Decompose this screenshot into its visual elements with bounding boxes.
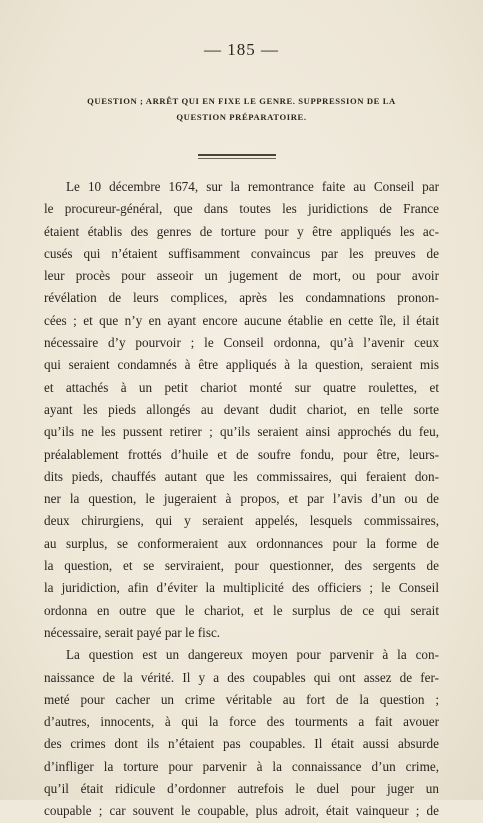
text-line: Le 10 décembre 1674, sur la remontrance faite au Conseil par	[66, 179, 439, 194]
text-line: d’autres, innocents, à qui la force des tourments a fait avouer	[44, 714, 439, 730]
body-text	[44, 176, 439, 823]
text-line: préalablement frottés d’huile et de soufre fondu, pour être, leurs-	[44, 446, 439, 462]
text-line: qu’ils ne les pussent retirer ; qu’ils seraient ainsi approchés du feu,	[44, 424, 439, 440]
text-line: révélation de leurs complices, après les condamnations pronon-	[44, 290, 439, 306]
text-line: coupable ; car souvent le coupable, plus adroit, était vainqueur ; de	[44, 803, 439, 819]
text-line: naissance de la vérité. Il y a des coupables qui ont assez de fer-	[44, 669, 439, 685]
text-line: et attachés à un petit chariot monté sur quatre roulettes, et	[44, 379, 439, 395]
text-line: ayant les pieds allongés au devant dudit chariot, en telle sorte	[44, 401, 439, 417]
text-line: d’infliger la torture pour parvenir à la connaissance d’un crime,	[44, 758, 439, 774]
text-line: ordonna en outre que le chariot, et le surplus de ce qui serait	[44, 602, 439, 618]
section-heading-line: QUESTION PRÉPARATOIRE.	[176, 112, 307, 122]
text-line: au surplus, se conformeraient aux ordonnances pour la forme de	[44, 535, 439, 551]
text-line: nécessaire d’y pourvoir ; le Conseil ordonna, qu’à l’avenir ceux	[44, 335, 439, 351]
text-line: des crimes dont ils n’étaient pas coupables. Il était aussi absurde	[44, 736, 439, 752]
section-heading-line: QUESTION ; ARRÊT QUI EN FIXE LE GENRE. SUPPRESSION DE LA	[87, 96, 396, 106]
heading-divider	[198, 154, 276, 156]
text-line: deux chirurgiens, qui y seraient appelés, lesquels commissaires,	[44, 513, 439, 529]
text-line: cées ; et que n’y en ayant encore aucune établie en cette île, il était	[44, 312, 439, 328]
text-line: ner la question, le jugeraient à propos, et par l’avis d’un ou de	[44, 491, 439, 507]
text-line: leur procès pour asseoir un jugement de mort, ou pour avoir	[44, 268, 439, 284]
text-line: la juridiction, afin d’éviter la multiplicité des officiers ; le Conseil	[44, 580, 439, 596]
text-line: dits pieds, chauffés autant que les commissaires, qui feraient don-	[44, 468, 439, 484]
heading-divider-thin	[198, 158, 276, 159]
text-line: le procureur-général, que dans toutes les juridictions de France	[44, 201, 439, 217]
page-number: — 185 —	[204, 40, 279, 59]
text-line: étaient établis des genres de torture pour y être appliqués les ac-	[44, 223, 439, 239]
text-line: cusés qui n’étaient suffisamment convaincus par les preuves de	[44, 245, 439, 261]
text-line: nécessaire, serait payé par le fisc.	[44, 624, 221, 640]
text-line: La question est un dangereux moyen pour parvenir à la con-	[66, 647, 439, 663]
section-heading	[40, 93, 443, 125]
text-line: la question, et se serviraient, pour questionner, des sergents de	[44, 558, 439, 574]
text-line: meté pour cacher un crime véritable au fort de la question ;	[44, 691, 439, 707]
text-line: qui seraient condamnés à être appliqués à la question, seraient mis	[44, 357, 439, 373]
text-line: qu’il était ridicule d’ordonner autrefois le duel pour juger un	[44, 781, 439, 797]
